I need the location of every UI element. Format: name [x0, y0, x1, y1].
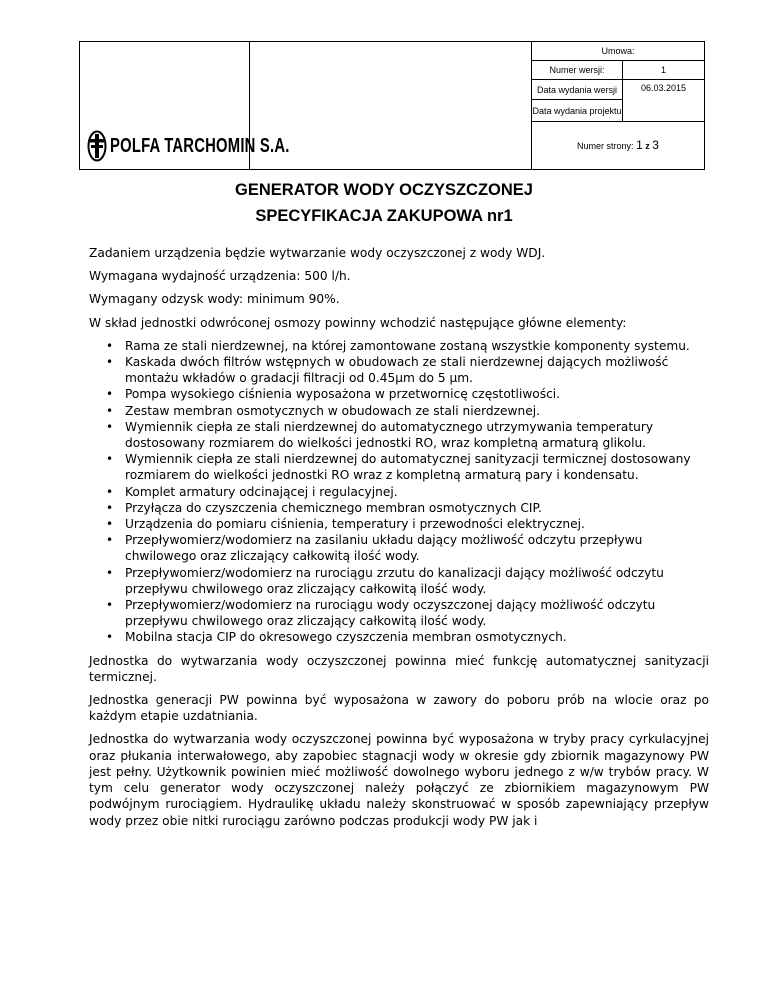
- numer-wersji-label: Numer wersji:: [532, 61, 623, 80]
- list-item: • Przepływomierz/wodomierz na zasilaniu układu dający możliwość odczytu przepływu chwilowego oraz zliczający całkowitą ilość wody.: [89, 532, 709, 564]
- list-item: • Pompa wysokiego ciśnienia wyposażona w przetwornicę częstotliwości.: [89, 386, 709, 402]
- document-title: GENERATOR WODY OCZYSZCZONEJ: [235, 181, 533, 199]
- page-of: z: [645, 141, 650, 151]
- data-wydania-wersji-value: 06.03.2015: [623, 80, 705, 122]
- body-paragraph: Jednostka generacji PW powinna być wyposażona w zawory do poboru prób na wlocie oraz po każdym etapie uzdatniania.: [89, 693, 709, 724]
- page-total: 3: [652, 138, 659, 152]
- intro-paragraph: Wymagana wydajność urządzenia: 500 l/h.: [89, 269, 351, 284]
- document-body: [89, 245, 709, 836]
- company-logo: [86, 129, 353, 163]
- elements-list: [89, 338, 709, 646]
- data-wydania-projektu-label: Data wydania projektu: [532, 100, 623, 122]
- intro-paragraph: Zadaniem urządzenia będzie wytwarzanie wody oczyszczonej z wody WDJ.: [89, 246, 546, 260]
- page-number-label: Numer strony:: [577, 141, 634, 151]
- list-item: • Rama ze stali nierdzewnej, na której zamontowane zostaną wszystkie komponenty systemu.: [89, 338, 709, 354]
- list-item: • Komplet armatury odcinającej i regulacyjnej.: [89, 484, 709, 500]
- body-paragraph: Jednostka do wytwarzania wody oczyszczonej powinna mieć funkcję automatycznej sanityzacji termicznej.: [89, 653, 709, 684]
- list-item: • Zestaw membran osmotycznych w obudowach ze stali nierdzewnej.: [89, 403, 709, 419]
- page-current: 1: [636, 138, 643, 152]
- intro-paragraph: W skład jednostki odwróconej osmozy powinny wchodzić następujące główne elementy:: [89, 315, 627, 330]
- body-paragraph: Jednostka do wytwarzania wody oczyszczonej powinna być wyposażona w tryby pracy cyrkulacyjnej oraz płukania interwałowego, aby zapobiec stagnacji wody w okresie gdy zbiornik magazynowy PW jest pełny. Użytkownik powinien mieć możliwość dowolnego wyboru jednego z w/w trybów pracy. W tym celu generator wody oczyszczonej należy połączyć ze zbiornikiem magazynowym PW podwójnym rurociągiem. Hydraulikę układu należy skonstruować w sposób zapewniający przepływ wody przez obie nitki rurociągu zarówno podczas produkcji wody PW jak i: [89, 732, 709, 828]
- list-item: • Przepływomierz/wodomierz na rurociągu wody oczyszczonej dający możliwość odczytu przepływu chwilowego oraz zliczający całkowitą ilość wody.: [89, 597, 709, 629]
- list-item: • Przepływomierz/wodomierz na rurociągu zrzutu do kanalizacji dający możliwość odczytu przepływu chwilowego oraz zliczający całkowitą ilość wody.: [89, 565, 709, 597]
- document-header-table: [79, 41, 705, 170]
- list-item: • Wymiennik ciepła ze stali nierdzewnej do automatycznego utrzymywania temperatury dostosowany rozmiarem do wielkości jednostki RO, wraz kompletną armaturą glikolu.: [89, 419, 709, 451]
- umowa-label: Umowa:: [532, 42, 705, 61]
- page-number-cell: [532, 122, 705, 170]
- list-item: • Kaskada dwóch filtrów wstępnych w obudowach ze stali nierdzewnej dających możliwość montażu wkładów o gradacji filtracji od 0.45µm do 5 µm.: [89, 354, 709, 386]
- intro-paragraph: Wymagany odzysk wody: minimum 90%.: [89, 292, 340, 307]
- logo-cell: [80, 42, 290, 170]
- list-item: • Urządzenia do pomiaru ciśnienia, temperatury i przewodności elektrycznej.: [89, 516, 709, 532]
- list-item: • Przyłącza do czyszczenia chemicznego membran osmotycznych CIP.: [89, 500, 709, 516]
- company-logo-text: POLFA TARCHOMIN S.A.: [110, 135, 290, 157]
- numer-wersji-value: 1: [623, 61, 705, 80]
- list-item: • Wymiennik ciepła ze stali nierdzewnej do automatycznej sanityzacji termicznej dostosowany rozmiarem do wielkości jednostki RO wraz z kompletną armaturą pary i kondensatu.: [89, 451, 709, 483]
- data-wydania-wersji-label: Data wydania wersji: [532, 80, 623, 100]
- list-item: • Mobilna stacja CIP do okresowego czyszczenia membran osmotycznych.: [89, 629, 709, 645]
- company-logo-icon: [86, 129, 108, 163]
- document-subtitle: SPECYFIKACJA ZAKUPOWA nr1: [255, 207, 513, 225]
